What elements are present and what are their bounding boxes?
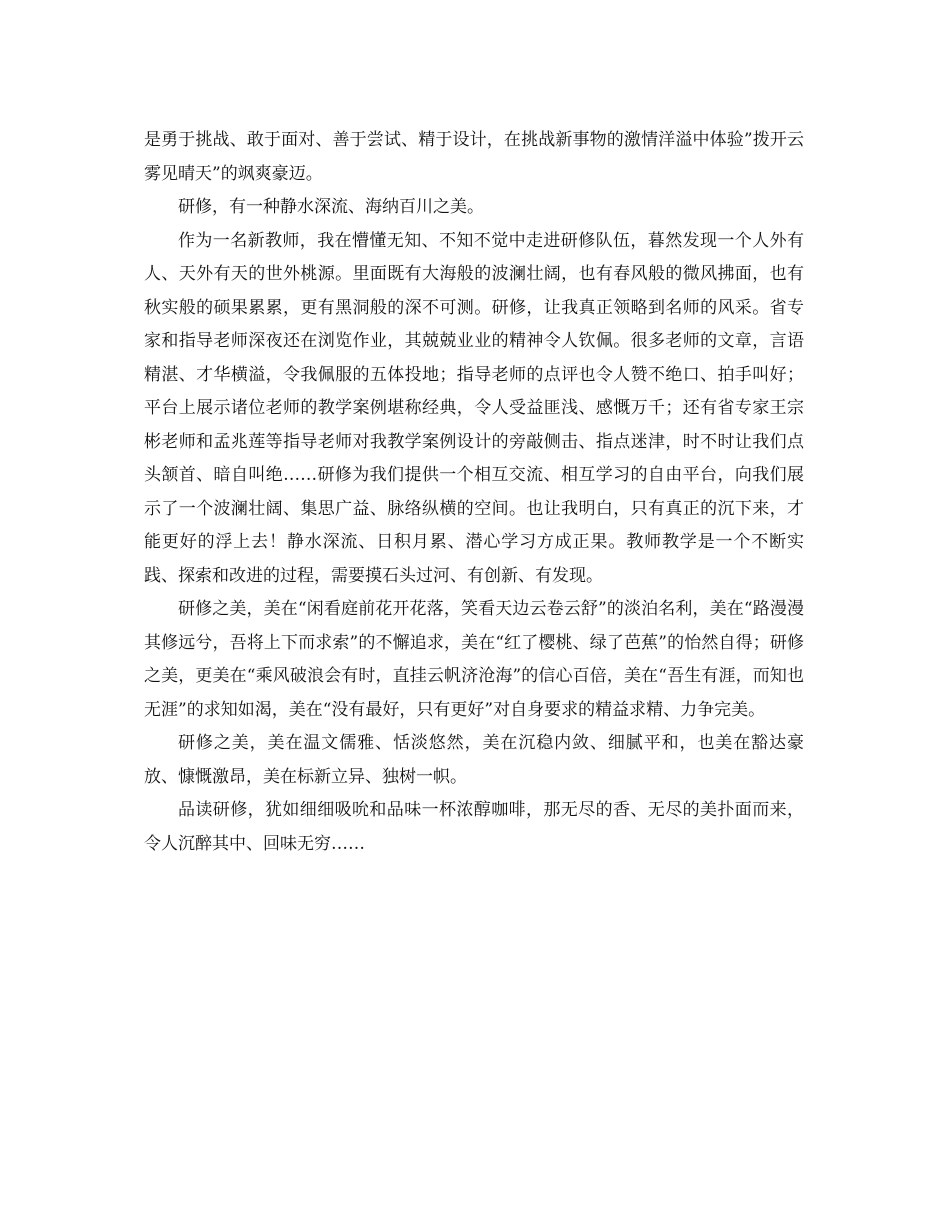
paragraph-qualities: 研修之美，美在温文儒雅、恬淡悠然，美在沉稳内敛、细腻平和，也美在豁达豪放、慷慨激昂，美在标新立异、独树一帜。 bbox=[144, 733, 804, 787]
paragraph-new-teacher: 作为一名新教师，我在懵懂无知、不知不觉中走进研修队伍，暮然发现一个人外有人、天外有天的世外桃源。里面既有大海般的波澜壮阔，也有春风般的微风拂面，也有秋实般的硕果累累，更有黑洞般的深不可测。研修，让我真正领略到名师的风采。省专家和指导老师深夜还在浏览作业，其兢兢业业的精神令人钦佩。很多老师的文章，言语精湛、才华横溢，令我佩服的五体投地；指导老师的点评也令人赞不绝口、拍手叫好；平台上展示诸位老师的教学案例堪称经典，令人受益匪浅、感慨万千；还有省专家王宗彬老师和孟兆莲等指导老师对我教学案例设计的旁敲侧击、指点迷津，时不时让我们点头颔首、暗自叫绝……研修为我们提供一个相互交流、相互学习的自由平台，向我们展示了一个波澜壮阔、集思广益、脉络纵横的空间。也让我明白，只有真正的沉下来，才能更好的浮上去！静水深流、日积月累、潜心学习方成正果。教师教学是一个不断实践、探索和改进的过程，需要摸石头过河、有创新、有发现。 bbox=[144, 230, 804, 586]
paragraph-thesis: 研修，有一种静水深流、海纳百川之美。 bbox=[178, 197, 484, 217]
body-text bbox=[144, 124, 804, 861]
paragraph-beauty-of-study: 研修之美，美在“闲看庭前花开花落，笑看天边云卷云舒”的淡泊名利，美在“路漫漫其修远兮，吾将上下而求索”的不懈追求，美在“红了樱桃、绿了芭蕉”的怡然自得；研修之美，更美在“乘风破浪会有时，直挂云帆济沧海”的信心百倍，美在“吾生有涯，而知也无涯”的求知如渴，美在“没有最好，只有更好”对自身要求的精益求精、力争完美。 bbox=[144, 599, 804, 720]
paragraph-continuation: 是勇于挑战、敢于面对、善于尝试、精于设计，在挑战新事物的激情洋溢中体验”拨开云雾见晴天”的飒爽豪迈。 bbox=[144, 130, 804, 184]
paragraph-conclusion: 品读研修，犹如细细吸吮和品味一杯浓醇咖啡，那无尽的香、无尽的美扑面而来，令人沉醉其中、回味无穷…… bbox=[144, 800, 804, 854]
